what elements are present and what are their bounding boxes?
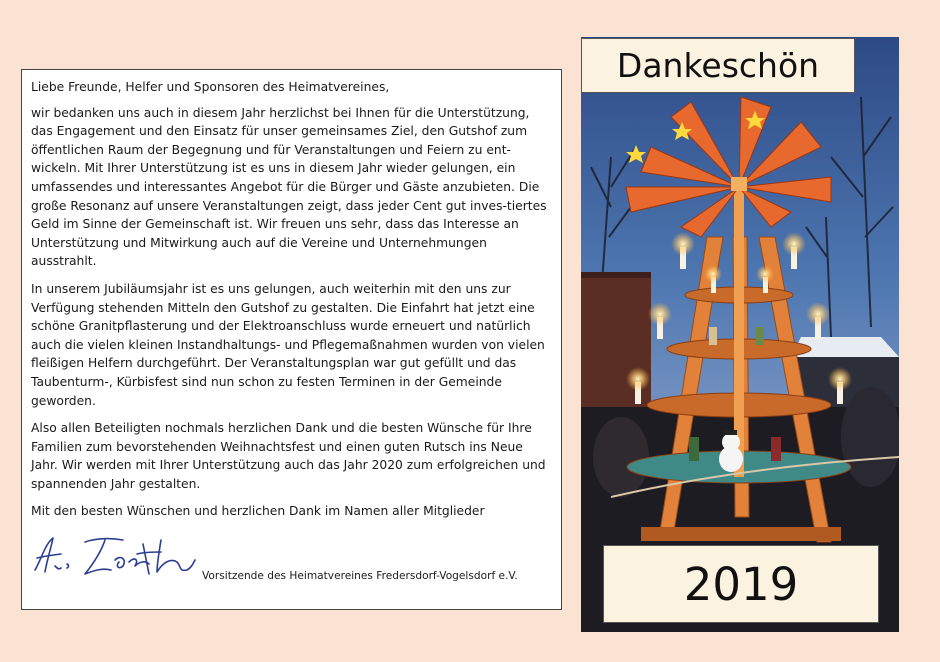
letter-paragraph-1: wir bedanken uns auch in diesem Jahr herzlichst bei Ihnen für die Unterstützung, das Engagement und den Einsatz für unser gemeinsames Ziel, den Gutshof zum öffentlichen Raum der Begegnung und für Veranstaltungen und Feiern zu ent-wickeln. Mit Ihrer Unterstützung ist es uns in diesem Jahr wieder gelungen, ein umfassendes und interessantes Angebot für die Bürger und Gäste anzubieten. Die große Resonanz auf unsere Veranstaltungen zeigt, dass jeder Cent gut inves-tiertes Geld im Sinne der Gemeinschaft ist. Wir freuen uns sehr, dass das Interesse an Unterstützung und Mitwirkung auch auf die Vereine und Unternehmungen ausstrahlt. xyxy=(31,105,547,269)
letter-closing: Mit den besten Wünschen und herzlichen Dank im Namen aller Mitglieder xyxy=(31,504,485,519)
letter-paragraph-2: In unserem Jubiläumsjahr ist es uns gelungen, auch weiterhin mit den uns zur Verfügung stehenden Mitteln den Gutshof zu gestalten. Die Einfahrt hat jetzt eine schöne Granitpflasterung und der Elektroanschluss wurde erneuert und natürlich auch die vielen kleinen Instandhaltungs- und Pflegemaßnahmen wurden von vielen fleißigen Helfern durchgeführt. Der Veranstaltungsplan war gut gefüllt und das Taubenturm-, Kürbisfest sind nun schon zu festen Terminen in der Gemeinde geworden. xyxy=(31,281,545,408)
signature-block xyxy=(31,530,551,590)
letter-salutation: Liebe Freunde, Helfer und Sponsoren des Heimatvereines, xyxy=(31,80,390,94)
handwritten-signature-icon xyxy=(31,530,201,588)
signature-caption: Vorsitzende des Heimatvereines Fredersdorf-Vogelsdorf e.V. xyxy=(202,570,518,582)
card-year: 2019 xyxy=(603,545,879,623)
letter-paragraph-3: Also allen Beteiligten nochmals herzlichen Dank und die besten Wünsche für Ihre Familien zum bevorstehenden Weihnachtsfest und einen guten Rutsch ins Neue Jahr. Wir werden mit Ihrer Unterstützung auch das Jahr 2020 zum erfolgreichen und spannenden Jahr gestalten. xyxy=(31,421,546,491)
letter-panel xyxy=(21,69,562,610)
card-title: Dankeschön xyxy=(581,38,855,93)
christmas-pyramid-photo xyxy=(581,37,899,632)
